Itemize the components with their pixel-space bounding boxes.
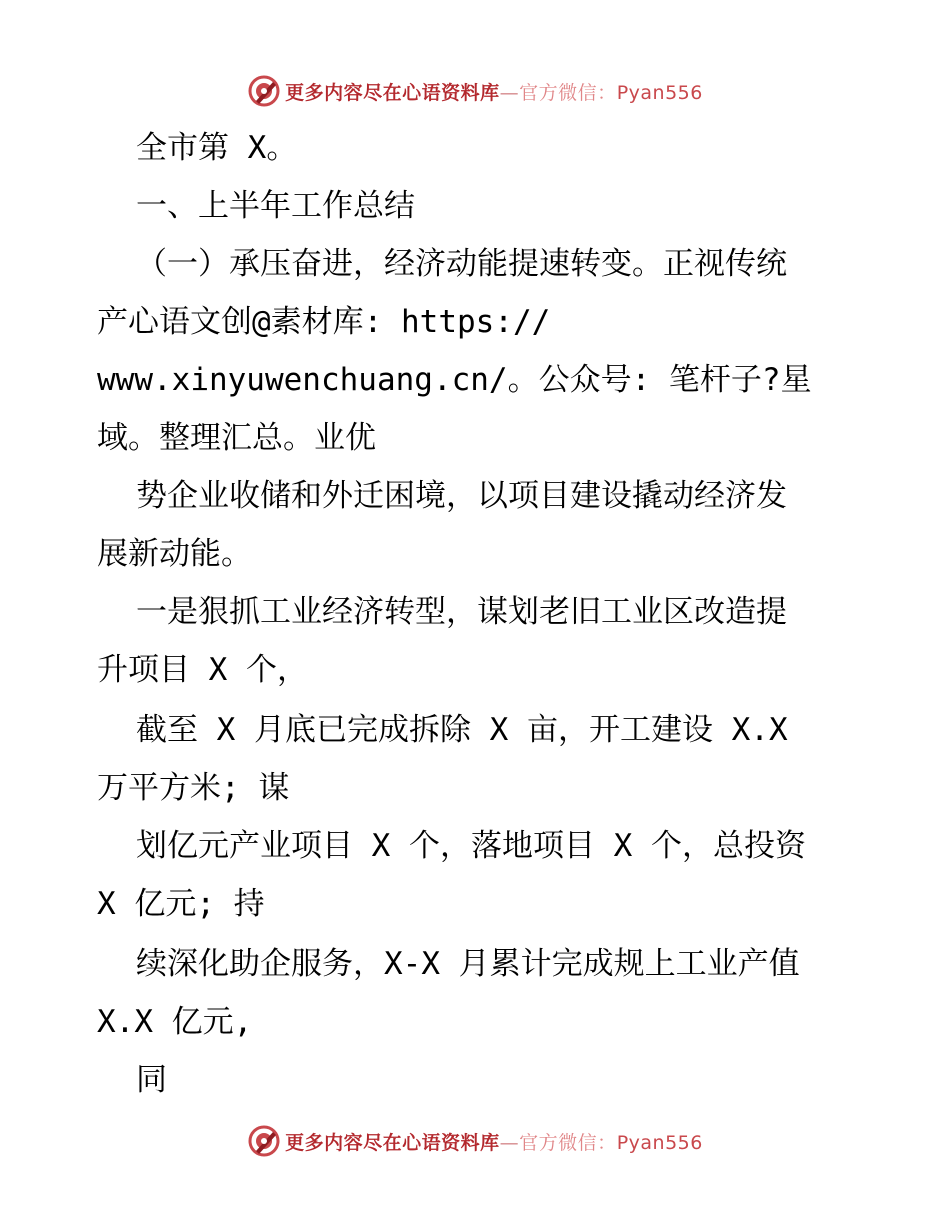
body-line: 全市第 X。 [136,130,298,166]
pen-seal-icon [247,74,281,108]
footer-watermark [0,1124,950,1158]
body-line: 万平方米; 谋 [97,770,290,806]
body-line: （一）承压奋进，经济动能提速转变。正视传统 [136,246,787,282]
body-line: 产心语文创@素材库: https:// [97,304,551,340]
watermark-wechat-label: 官方微信： [519,81,617,104]
body-line: 势企业收储和外迁困境，以项目建设撬动经济发 [136,478,787,514]
body-line: www.xinyuwenchuang.cn/。公众号: 笔杆子?星 [97,362,812,398]
watermark-brand: 更多内容尽在心语资料库 [285,81,500,104]
body-line: 升项目 X 个， [97,652,308,688]
body-line: 展新动能。 [97,536,252,572]
watermark-dash: — [499,1131,520,1154]
watermark-text [285,1128,703,1155]
watermark-id: Pyan556 [616,1131,703,1154]
watermark-id: Pyan556 [616,81,703,104]
body-line: 域。整理汇总。业优 [97,420,376,456]
body-line: 划亿元产业项目 X 个，落地项目 X 个，总投资 [136,828,806,864]
watermark-wechat-label: 官方微信： [519,1131,617,1154]
pen-seal-icon [247,1124,281,1158]
body-line: 一是狠抓工业经济转型，谋划老旧工业区改造提 [136,594,787,630]
body-line: X 亿元; 持 [97,886,265,922]
watermark-dash: — [499,81,520,104]
watermark-brand: 更多内容尽在心语资料库 [285,1131,500,1154]
body-line: 续深化助企服务，X-X 月累计完成规上工业产值 [136,946,800,982]
body-line: X.X 亿元, [97,1004,253,1040]
header-watermark [0,74,950,108]
watermark-text [285,78,703,105]
body-line: 截至 X 月底已完成拆除 X 亩，开工建设 X.X [136,712,788,748]
body-line: 同 [136,1062,167,1098]
section-heading: 一、上半年工作总结 [136,188,415,224]
